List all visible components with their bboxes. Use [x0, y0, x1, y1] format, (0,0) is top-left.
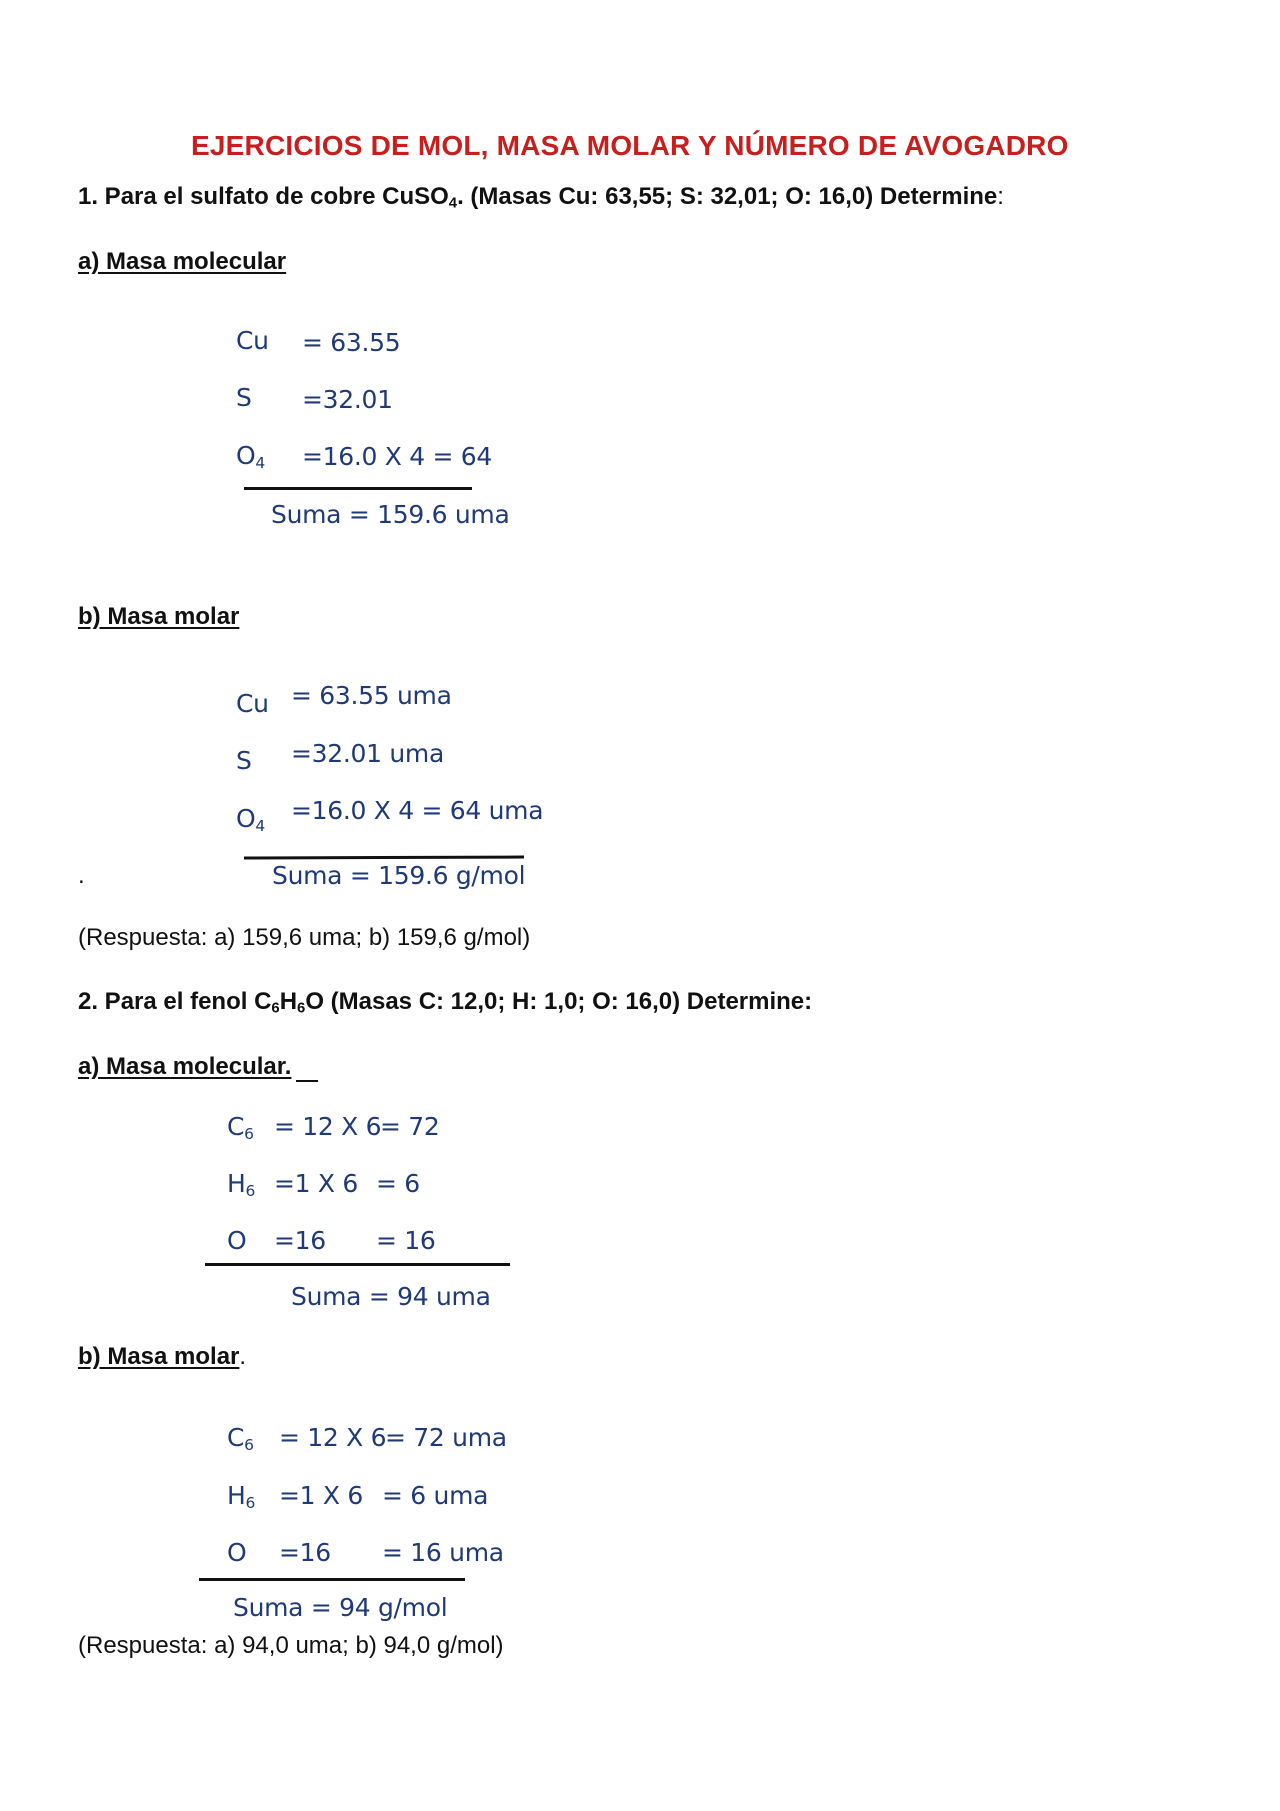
calc-1b-row-3-element: $O_4$ — [236, 804, 265, 835]
calc-1a-row-1-element: Cu — [236, 326, 269, 355]
section-2a-label: a) Masa molecular. — [78, 1053, 292, 1080]
calc-2a-row-1-element: $C_6$ — [227, 1112, 254, 1143]
calc-1b-sum: Suma = 159.6 g/mol — [272, 861, 526, 890]
section-2b-label-line — [78, 1343, 246, 1371]
sum-rule-2a — [205, 1263, 510, 1266]
question-2-text: 2. Para el fenol C — [78, 988, 272, 1015]
question-2-heading — [78, 988, 812, 1017]
calc-1b-row-2-value: =32.01 uma — [291, 739, 444, 768]
question-2-subscript-h: 6 — [297, 1000, 306, 1017]
question-1-text-rest: . (Masas Cu: 63,55; S: 32,01; O: 16,0) Determine — [457, 183, 998, 210]
calc-1b-row-3-value: =16.0 X 4 = 64 uma — [291, 796, 544, 825]
calc-2b-row-3-result: = 16 uma — [382, 1538, 504, 1567]
calc-2b-row-2-element: $H_6$ — [227, 1481, 256, 1512]
question-1-text: 1. Para el sulfato de cobre CuSO — [78, 183, 449, 210]
calc-2a-row-1-mid: = 12 X 6 — [274, 1112, 382, 1141]
section-2b-label: b) Masa molar — [78, 1343, 240, 1370]
calc-1a-row-1-value: = 63.55 — [302, 328, 401, 357]
calc-1a-sum: Suma = 159.6 uma — [271, 500, 510, 529]
question-1-colon: : — [997, 183, 1004, 210]
calc-2a-row-1-result: = 72 — [380, 1112, 440, 1141]
answer-1: (Respuesta: a) 159,6 uma; b) 159,6 g/mol) — [78, 924, 531, 951]
calc-1a-row-3-value: =16.0 X 4 = 64 — [302, 442, 492, 471]
stray-dot: . — [78, 862, 85, 889]
sum-rule-1b — [244, 856, 524, 860]
question-2-text-rest: O (Masas C: 12,0; H: 1,0; O: 16,0) Determine: — [305, 988, 813, 1015]
question-1-subscript: 4 — [448, 195, 458, 212]
section-1a-label: a) Masa molecular — [78, 248, 287, 275]
calc-2a-sum: Suma = 94 uma — [291, 1282, 491, 1311]
question-1-heading — [78, 183, 1004, 212]
calc-1b-row-1-element: Cu — [236, 689, 269, 718]
calc-2b-row-3-element: O — [227, 1538, 247, 1567]
page-title: EJERCICIOS DE MOL, MASA MOLAR Y NÚMERO DE AVOGADRO — [191, 130, 1069, 161]
calc-2b-row-1-mid: = 12 X 6 — [279, 1423, 387, 1452]
calc-2b-row-2-mid: =1 X 6 — [279, 1481, 363, 1510]
calc-1b-row-1-value: = 63.55 uma — [291, 681, 452, 710]
calc-2b-row-1-element: $C_6$ — [227, 1423, 254, 1454]
answer-2: (Respuesta: a) 94,0 uma; b) 94,0 g/mol) — [78, 1632, 504, 1659]
calc-2a-row-3-mid: =16 — [274, 1226, 326, 1255]
section-2b-period: . — [239, 1343, 247, 1370]
question-2-text-h: H — [279, 988, 298, 1015]
calc-1a-row-3-element: $O_4$ — [236, 441, 265, 472]
calc-1a-row-2-value: =32.01 — [302, 385, 393, 414]
calc-2a-row-3-result: = 16 — [376, 1226, 436, 1255]
calc-2a-row-2-result: = 6 — [376, 1169, 420, 1198]
calc-2a-row-2-mid: =1 X 6 — [274, 1169, 358, 1198]
sum-rule-2b — [199, 1578, 465, 1581]
sum-rule-1a — [244, 487, 472, 490]
calc-2b-row-2-result: = 6 uma — [382, 1481, 489, 1510]
calc-1b-row-2-element: S — [236, 746, 252, 775]
calc-2b-sum: Suma = 94 g/mol — [233, 1593, 448, 1622]
question-2-subscript-c: 6 — [271, 1000, 280, 1017]
section-2a-underline-tail — [296, 1080, 318, 1082]
calc-2a-row-3-element: O — [227, 1226, 247, 1255]
calc-2b-row-1-result: = 72 uma — [385, 1423, 507, 1452]
calc-1a-row-2-element: S — [236, 383, 252, 412]
calc-2b-row-3-mid: =16 — [279, 1538, 331, 1567]
calc-2a-row-2-element: $H_6$ — [227, 1169, 256, 1200]
section-1b-label: b) Masa molar — [78, 603, 240, 630]
